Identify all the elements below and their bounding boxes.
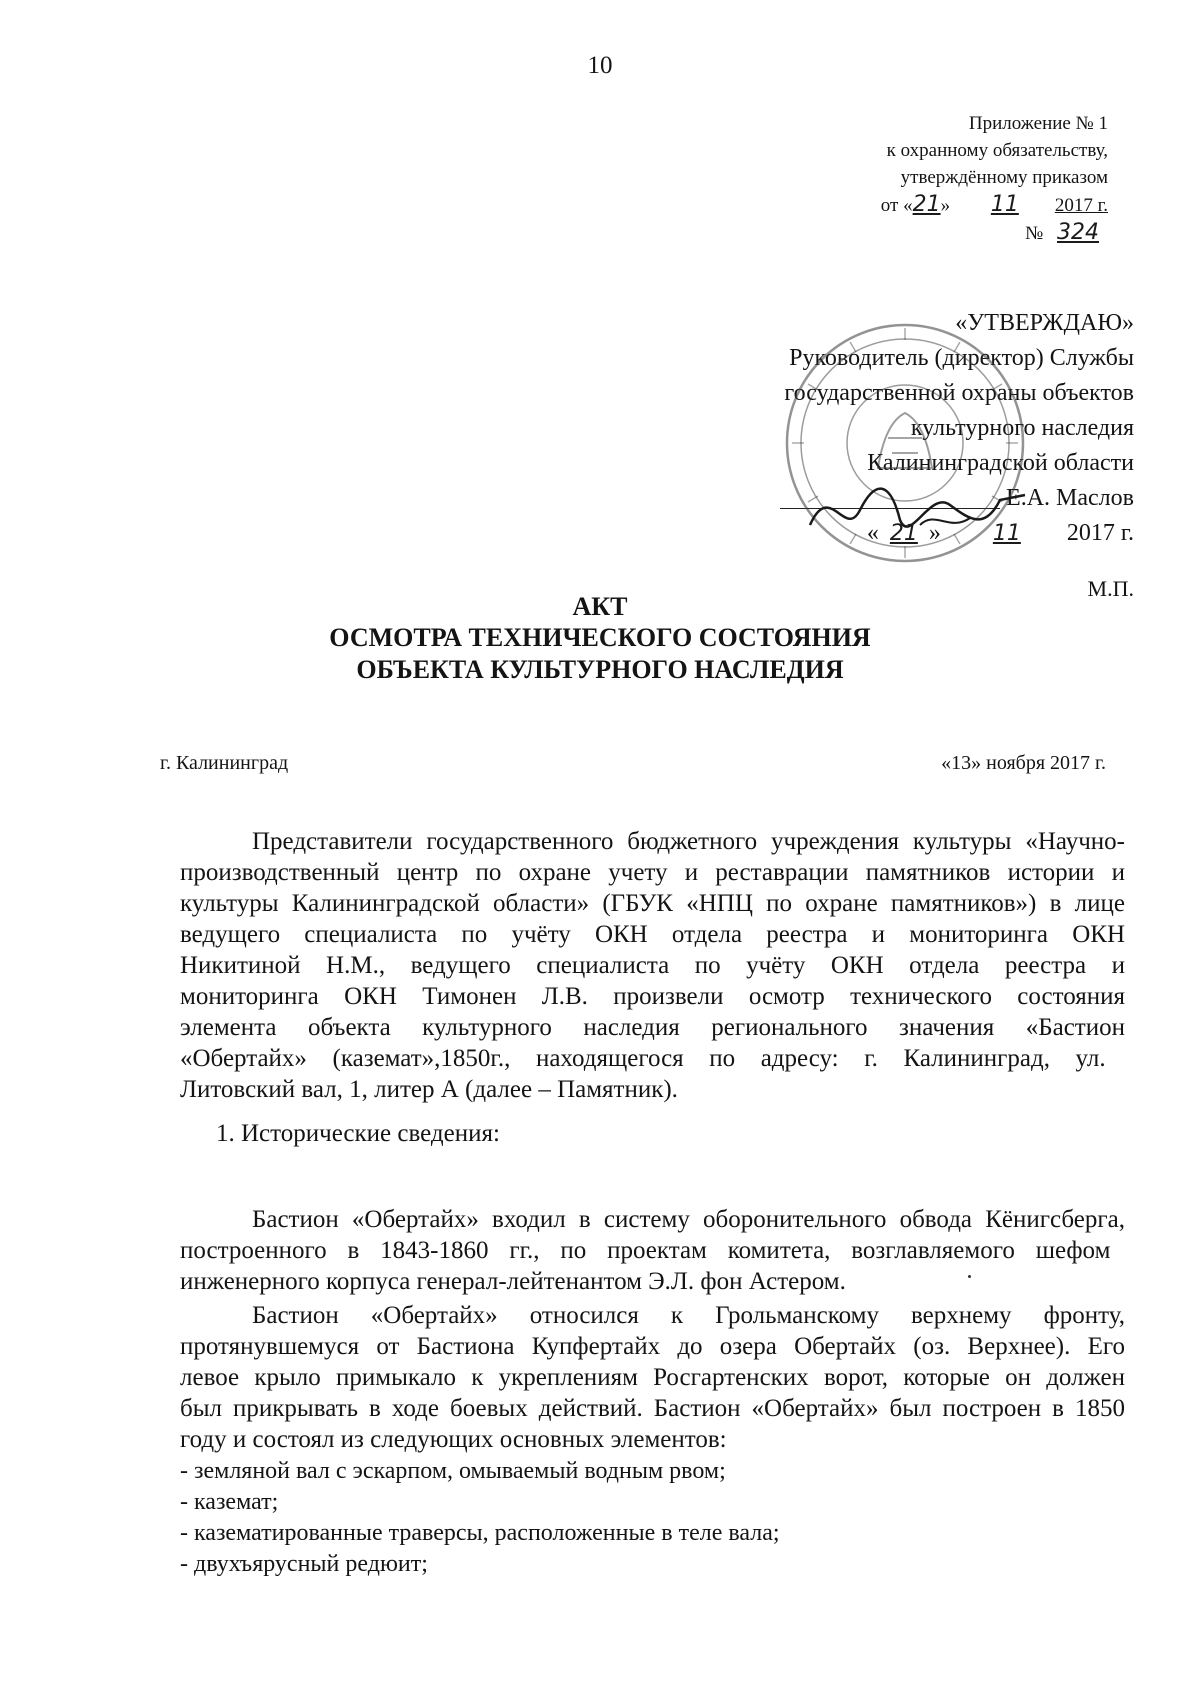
intro-line: Представители государственного бюджетного учреждения культуры «Научно- [252, 828, 1125, 855]
history-line: построенного в 1843-1860 гг., по проектам комитета, возглавляемого шефом [180, 1237, 1111, 1264]
intro-line: мониторинга ОКН Тимонен Л.В. произвели осмотр технического состояния [180, 983, 1125, 1010]
act-title-line-2: ОСМОТРА ТЕХНИЧЕСКОГО СОСТОЯНИЯ [329, 623, 871, 652]
list-item: - казематированные траверсы, расположенные в теле вала; [180, 1520, 780, 1546]
approval-line-3: культурного наследия [910, 415, 1134, 441]
act-place: г. Калининград [160, 752, 289, 774]
appendix-number-prefix: № [1025, 223, 1044, 244]
history-line: Бастион «Обертайх» относился к Грольманскому верхнему фронту, [252, 1302, 1125, 1329]
appendix-date-mid: » [940, 195, 951, 216]
appendix-date-month: 11 [990, 192, 1019, 217]
list-item: - каземат; [180, 1489, 279, 1515]
approval-line-4: Калининградской области [867, 450, 1134, 476]
intro-line: «Обертайх» (каземат»,1850г., находящегося по адресу: г. Калининград, ул. [180, 1045, 1106, 1072]
appendix-number [688, 219, 1108, 247]
history-line: левое крыло примыкало к укреплениям Росгартенских ворот, которые он должен [180, 1364, 1125, 1391]
appendix-date-year: 2017 г. [1054, 195, 1108, 216]
list-item: - земляной вал с эскарпом, омываемый водным рвом; [180, 1458, 726, 1484]
intro-line: культуры Калининградской области» (ГБУК «НПЦ по охране памятников») в лице [180, 890, 1125, 917]
stamp-place-label: М.П. [1087, 576, 1134, 601]
approval-date-year: 2017 г. [1066, 520, 1134, 546]
intro-paragraph [180, 826, 1125, 1105]
appendix-block [688, 110, 1108, 247]
approval-date-day: 21 [889, 521, 918, 546]
approval-line-1: Руководитель (директор) Службы [789, 345, 1134, 371]
signature-icon [800, 470, 1040, 550]
act-title-line-3: ОБЪЕКТА КУЛЬТУРНОГО НАСЛЕДИЯ [356, 655, 844, 684]
intro-line: производственный центр по охране учету и реставрации памятников истории и [180, 859, 1125, 886]
appendix-line-1: Приложение № 1 [968, 113, 1108, 134]
history-paragraph-1 [180, 1204, 1125, 1297]
approval-date-open: « [866, 520, 879, 546]
appendix-date-day: 21 [912, 192, 941, 217]
approval-heading: «УТВЕРЖДАЮ» [955, 310, 1134, 336]
act-title: АКТ [572, 592, 628, 621]
history-line: году и состоял из следующих основных элементов: [180, 1426, 727, 1453]
history-line: Бастион «Обертайх» входил в систему оборонительного обвода Кёнигсберга, [252, 1206, 1125, 1233]
page-number: 10 [587, 52, 613, 79]
intro-line: Никитиной Н.М., ведущего специалиста по учёту ОКН отдела реестра и [180, 952, 1125, 979]
approval-signer-name: Е.А. Маслов [1006, 485, 1134, 511]
stray-dot [968, 1275, 971, 1278]
history-line: инженерного корпуса генерал-лейтенантом Э.Л. фон Астером. [180, 1268, 846, 1295]
list-item: - двухъярусный редюит; [180, 1551, 428, 1577]
approval-date-mid: » [928, 520, 941, 546]
act-date: «13» ноября 2017 г. [941, 752, 1106, 774]
history-line: протянувшемуся от Бастиона Купфертайх до озера Обертайх (оз. Верхнее). Его [180, 1333, 1125, 1360]
intro-line: Литовский вал, 1, литер А (далее – Памятник). [180, 1076, 678, 1103]
appendix-line-3: утверждённому приказом [900, 167, 1108, 188]
approval-line-2: государственной охраны объектов [784, 380, 1134, 406]
intro-line: элемента объекта культурного наследия регионального значения «Бастион [180, 1014, 1125, 1041]
appendix-number-value: 324 [1057, 220, 1099, 245]
history-line: был прикрывать в ходе боевых действий. Бастион «Обертайх» был построен в 1850 [180, 1395, 1125, 1422]
appendix-date [688, 191, 1108, 219]
intro-line: ведущего специалиста по учёту ОКН отдела реестра и мониторинга ОКН [180, 921, 1125, 948]
approval-date-month: 11 [992, 521, 1021, 546]
appendix-date-prefix: от « [880, 195, 913, 216]
appendix-line-2: к охранному обязательству, [886, 140, 1108, 161]
section-1-title: 1. Исторические сведения: [216, 1120, 500, 1147]
history-paragraph-2 [180, 1300, 1125, 1455]
elements-list [180, 1456, 1125, 1580]
